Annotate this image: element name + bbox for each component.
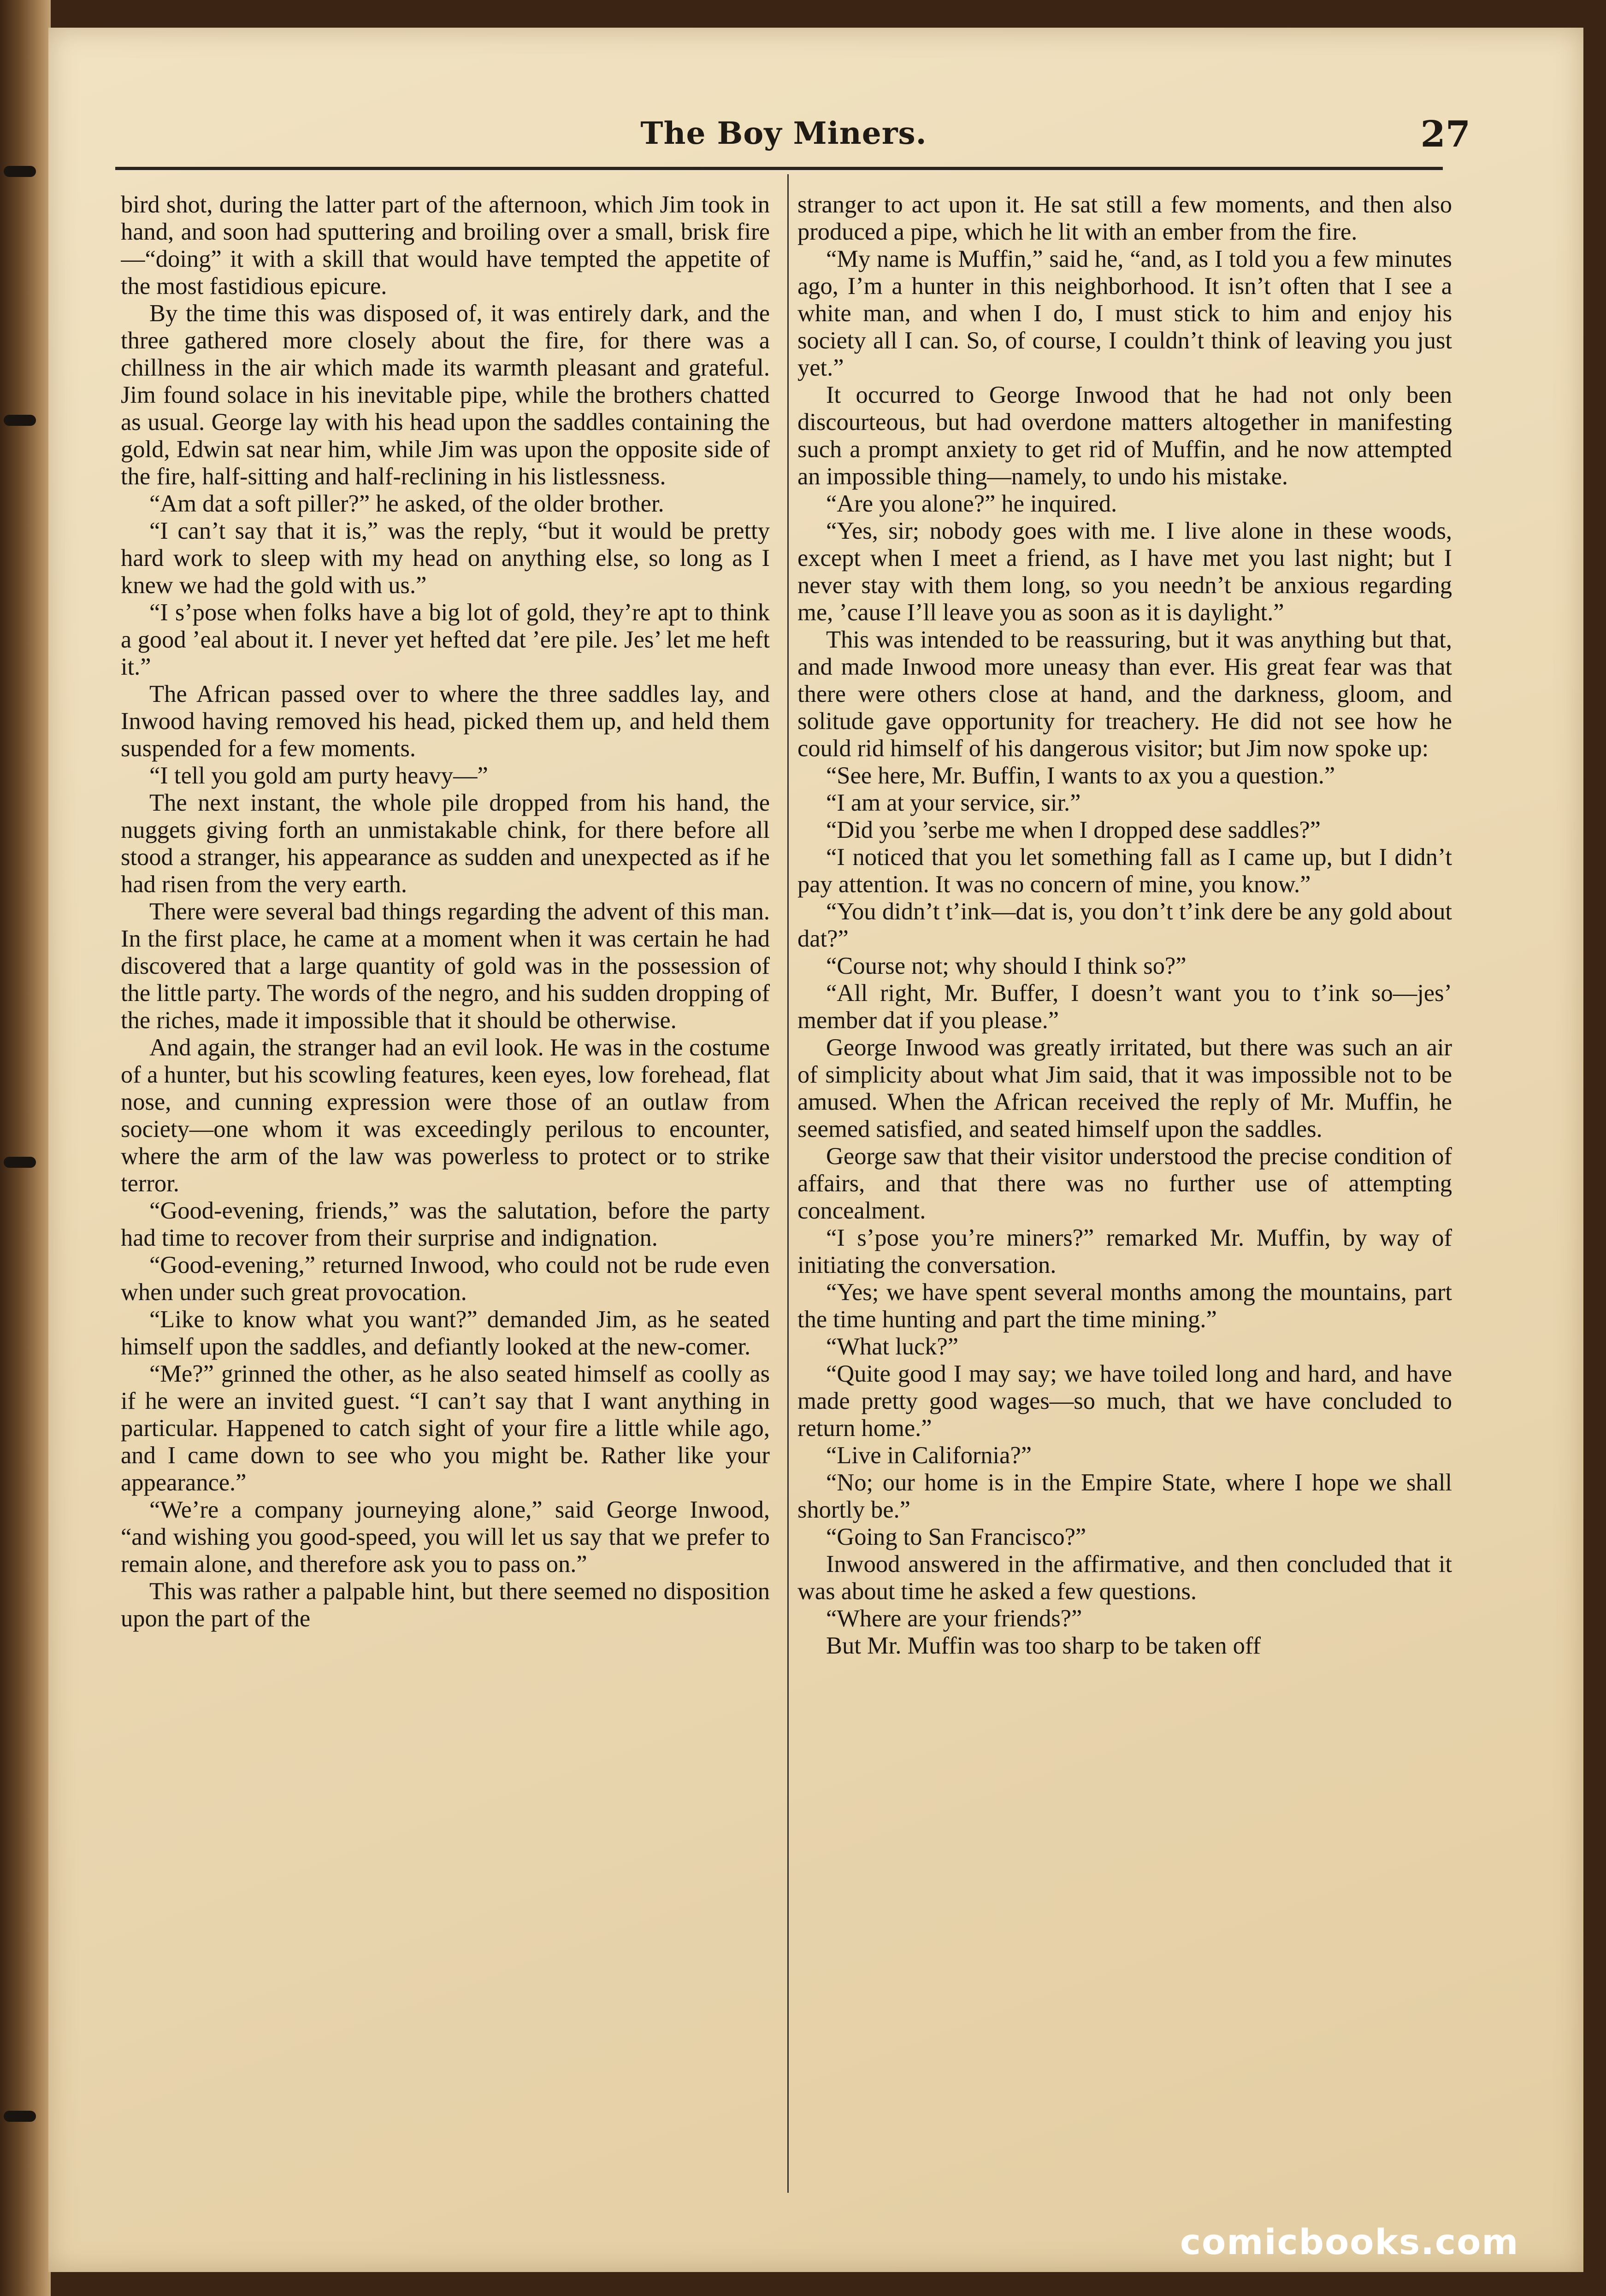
paragraph: bird shot, during the latter part of the afternoon, which Jim took in hand, and soon had sputtering and broiling over a small, brisk fire —“doing” it with a skill that would have tempted the appetite of the most fastidious epicure. [121, 191, 770, 300]
paragraph: There were several bad things regarding the advent of this man. In the first place, he came at a moment when it was certain he had discovered that a large quantity of gold was in the possession of the little party. The words of the negro, and his sudden dropping of the riches, made it impossible that it should be otherwise. [121, 898, 770, 1034]
paragraph: “See here, Mr. Buffin, I wants to ax you a question.” [826, 762, 1335, 789]
paragraph: “Yes; we have spent several months among the mountains, part the time hunting and part the time mining.” [797, 1279, 1452, 1333]
right-column [797, 191, 1452, 2182]
paragraph: “We’re a company journeying alone,” said George Inwood, “and wishing you good-speed, you will let us say that we prefer to remain alone, and therefore ask you to pass on.” [121, 1496, 770, 1578]
paragraph: “I tell you gold am purty heavy—” [149, 762, 488, 789]
paragraph: stranger to act upon it. He sat still a few moments, and then also produced a pipe, which he lit with an ember from the fire. [797, 191, 1452, 245]
paragraph: “Going to San Francisco?” [826, 1524, 1086, 1550]
paragraph: “Good-evening, friends,” was the salutation, before the party had time to recover from their surprise and indignation. [121, 1197, 770, 1251]
binding-stitch [4, 415, 36, 426]
binding-stitch [4, 1157, 36, 1168]
binding-spine [0, 0, 51, 2296]
paragraph: “Am dat a soft piller?” he asked, of the older brother. [149, 490, 664, 517]
paragraph: “Are you alone?” he inquired. [826, 490, 1117, 517]
binding-stitch [4, 2111, 36, 2122]
paragraph: “I can’t say that it is,” was the reply, “but it would be pretty hard work to sleep with my head on anything else, so long as I knew we had the gold with us.” [121, 518, 770, 599]
paragraph: “No; our home is in the Empire State, where I hope we shall shortly be.” [797, 1469, 1452, 1523]
paragraph: “Good-evening,” returned Inwood, who could not be rude even when under such great provocation. [121, 1252, 770, 1306]
paragraph: The African passed over to where the three saddles lay, and Inwood having removed his head, picked them up, and held them suspended for a few moments. [121, 681, 770, 762]
paragraph: “My name is Muffin,” said he, “and, as I told you a few minutes ago, I’m a hunter in this neighborhood. It isn’t often that I see a white man, and when I do, I must stick to him and enjoy his society all I can. So, of course, I couldn’t think of leaving you just yet.” [797, 246, 1452, 381]
paragraph: “You didn’t t’ink—dat is, you don’t t’ink dere be any gold about dat?” [797, 898, 1452, 952]
paragraph: Inwood answered in the affirmative, and then concluded that it was about time he asked a few questions. [797, 1551, 1452, 1605]
paragraph: “Yes, sir; nobody goes with me. I live alone in these woods, except when I meet a friend, as I have met you last night; but I never stay with them long, so you needn’t be anxious regarding me, ’cause I’ll leave you as soon as it is daylight.” [797, 518, 1452, 626]
paragraph: “Did you ’serbe me when I dropped dese saddles?” [826, 817, 1321, 843]
paragraph: “All right, Mr. Buffer, I doesn’t want you to t’ink so—jes’ member dat if you please.” [797, 980, 1452, 1034]
column-divider [787, 174, 789, 2193]
paragraph: And again, the stranger had an evil look. He was in the costume of a hunter, but his scowling features, keen eyes, low forehead, flat nose, and cunning expression were those of an outlaw from society—one whom it was exceedingly perilous to encounter, where the arm of the law was powerless to protect or to strike terror. [121, 1034, 770, 1197]
left-column [121, 191, 770, 2182]
paragraph: This was intended to be reassuring, but it was anything but that, and made Inwood more uneasy than ever. His great fear was that there were others close at hand, and the darkness, gloom, and solitude gave opportunity for treachery. He did not see how he could rid himself of his dangerous visitor; but Jim now spoke up: [797, 626, 1452, 762]
paragraph: “What luck?” [826, 1333, 959, 1360]
paragraph: “I s’pose you’re miners?” remarked Mr. Muffin, by way of initiating the conversation. [797, 1225, 1452, 1278]
paragraph: “I am at your service, sir.” [826, 789, 1081, 816]
page-header [115, 113, 1470, 161]
watermark: comicbooks.com [1180, 2221, 1519, 2262]
running-title: The Boy Miners. [640, 115, 927, 151]
paragraph: “Like to know what you want?” demanded Jim, as he seated himself upon the saddles, and defiantly looked at the new-comer. [121, 1306, 770, 1360]
paragraph: George Inwood was greatly irritated, but there was such an air of simplicity about what Jim said, that it was impossible not to be amused. When the African received the reply of Mr. Muffin, he seemed satisfied, and seated himself upon the saddles. [797, 1034, 1452, 1142]
paragraph: This was rather a palpable hint, but there seemed no disposition upon the part of the [121, 1578, 770, 1632]
paragraph: “I noticed that you let something fall as I came up, but I didn’t pay attention. It was no concern of mine, you know.” [797, 844, 1452, 898]
paragraph: “Quite good I may say; we have toiled long and hard, and have made pretty good wages—so much, that we have concluded to return home.” [797, 1360, 1452, 1442]
paragraph: “Course not; why should I think so?” [826, 953, 1187, 979]
paragraph: The next instant, the whole pile dropped from his hand, the nuggets giving forth an unmistakable chink, for there before all stood a stranger, his appearance as sudden and unexpected as if he had risen from the very earth. [121, 789, 770, 898]
paragraph: It occurred to George Inwood that he had not only been discourteous, but had overdone matters altogether in manifesting such a prompt anxiety to get rid of Muffin, and he now attempted an impossible thing—namely, to undo his mistake. [797, 382, 1452, 490]
paragraph: But Mr. Muffin was too sharp to be taken off [826, 1632, 1261, 1659]
paragraph: By the time this was disposed of, it was entirely dark, and the three gathered more closely about the fire, for there was a chillness in the air which made its warmth pleasant and grateful. Jim found solace in his inevitable pipe, while the brothers chatted as usual. George lay with his head upon the saddles containing the gold, Edwin sat near him, while Jim was upon the opposite side of the fire, half-sitting and half-reclining in his listlessness. [121, 300, 770, 490]
page-number: 27 [1420, 113, 1470, 155]
paragraph: “Where are your friends?” [826, 1605, 1082, 1632]
binding-stitch [4, 166, 36, 177]
paragraph: George saw that their visitor understood the precise condition of affairs, and that there was no further use of attempting concealment. [797, 1143, 1452, 1224]
paragraph: “Live in California?” [826, 1442, 1032, 1469]
header-rule [115, 167, 1443, 170]
paragraph: “Me?” grinned the other, as he also seated himself as coolly as if he were an invited guest. “I can’t say that I want anything in particular. Happened to catch sight of your fire a little while ago, and I came down to see who you might be. Rather like your appearance.” [121, 1360, 770, 1496]
paragraph: “I s’pose when folks have a big lot of gold, they’re apt to think a good ’eal about it. I never yet hefted dat ’ere pile. Jes’ let me heft it.” [121, 599, 770, 680]
